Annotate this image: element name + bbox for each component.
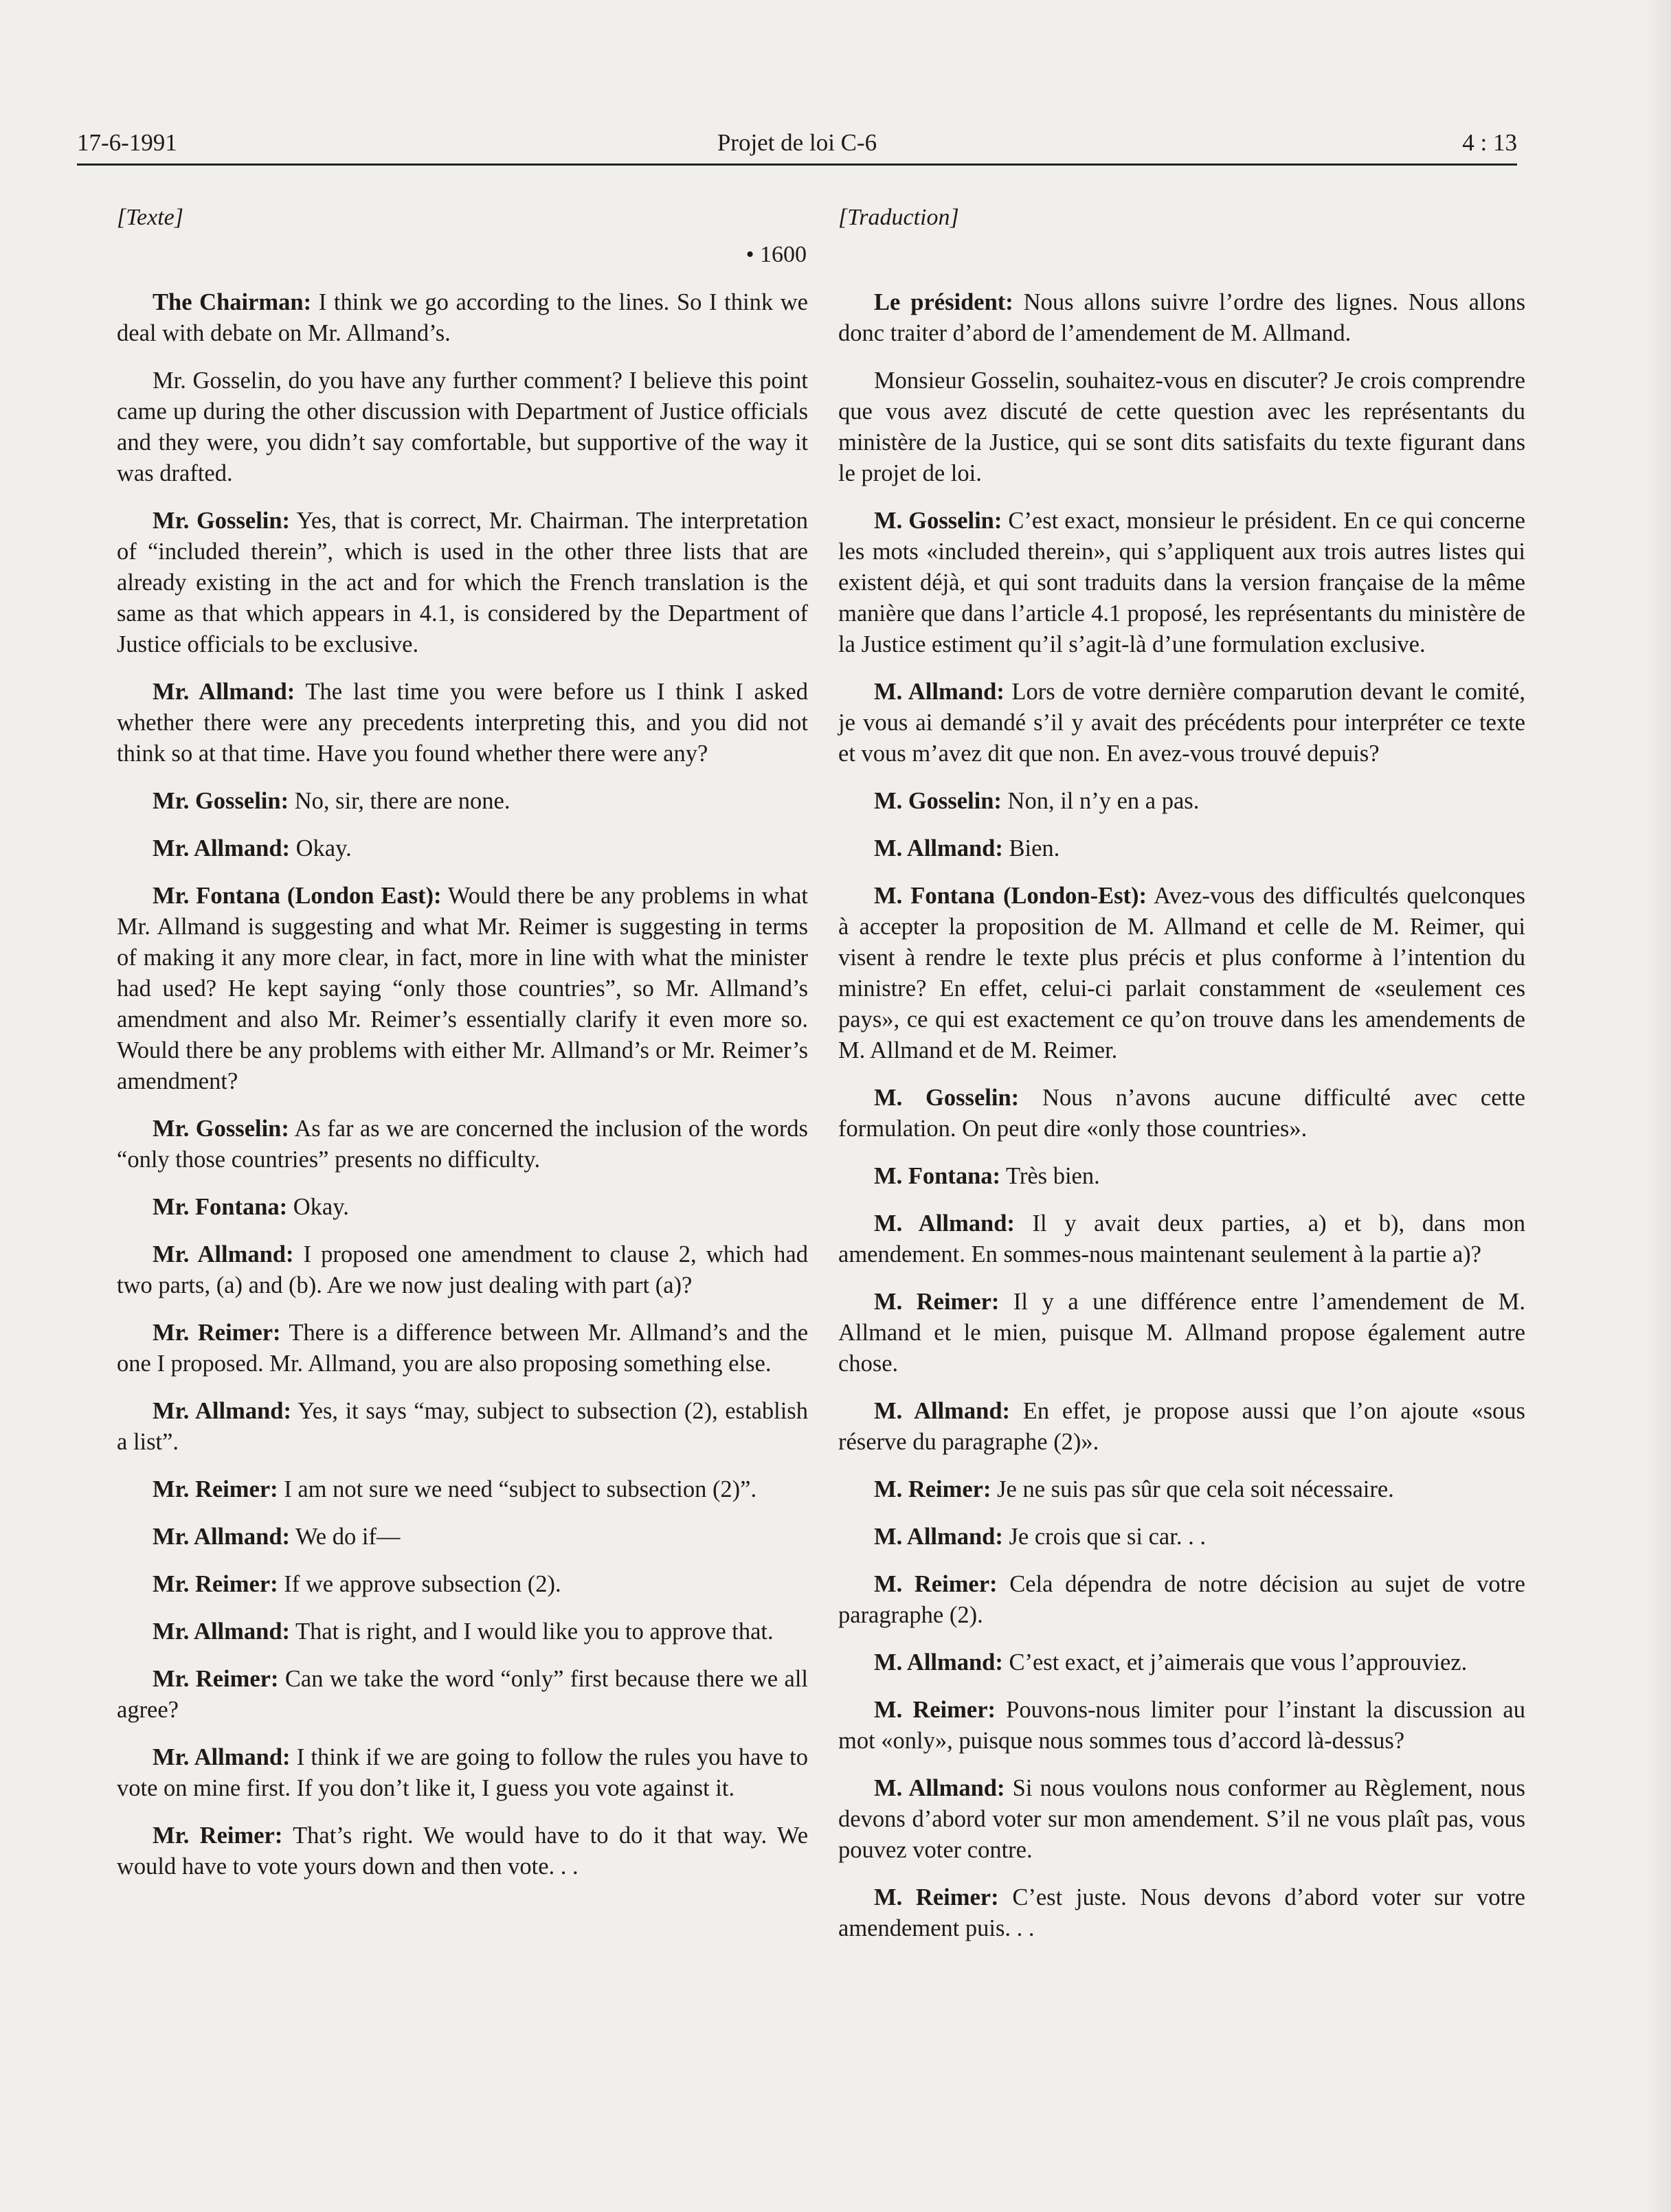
transcript-paragraph: [838, 881, 1525, 1066]
speaker-name: M. Allmand:: [874, 1649, 1003, 1675]
speaker-name: Mr. Allmand:: [153, 1398, 291, 1424]
transcript-paragraph: [838, 1083, 1525, 1144]
english-column: [117, 201, 808, 1899]
speaker-name: Mr. Reimer:: [153, 1476, 278, 1502]
transcript-paragraph: [838, 786, 1525, 817]
speech-text: En effet, je propose aussi que l’on ajoute «sous réserve du paragraphe (2)».: [838, 1398, 1525, 1455]
speaker-name: M. Reimer:: [874, 1571, 998, 1597]
speaker-name: Mr. Allmand:: [153, 835, 290, 861]
speech-text: Can we take the word “only” first because there we all agree?: [117, 1666, 809, 1723]
speech-text: Mr. Gosselin, do you have any further comment? I believe this point came up during the other discussion with Department of Justice officials and they were, you didn’t say comfortable, but supportive of the way it was drafted.: [117, 368, 808, 486]
speaker-name: Mr. Reimer:: [153, 1666, 279, 1692]
speech-text: Avez-vous des difficultés quelconques à accepter la proposition de M. Allmand et celle de M. Reimer, qui visent à rendre le texte plus précis et plus conforme à l’intention du ministre? En effet, celui-ci parlait constamment de «seulement ces pays», ce qui est exactement ce qu’on trouve dans les amendements de M. Allmand et de M. Reimer.: [838, 883, 1525, 1063]
transcript-paragraph: [117, 1742, 808, 1804]
speech-text: Je ne suis pas sûr que cela soit nécessaire.: [991, 1476, 1394, 1502]
speech-text: Monsieur Gosselin, souhaitez-vous en discuter? Je crois comprendre que vous avez discuté de cette question avec les représentants du ministère de la Justice, qui se sont dits satisfaits du texte figurant dans le projet de loi.: [838, 368, 1525, 486]
speech-text: Cela dépendra de notre décision au sujet de votre paragraphe (2).: [838, 1571, 1525, 1628]
time-marker: • 1600: [745, 242, 807, 267]
transcript-paragraph: [117, 287, 808, 349]
speaker-name: Mr. Gosselin:: [153, 508, 291, 534]
transcript-paragraph: [117, 1522, 808, 1553]
transcript-paragraph: [838, 1161, 1525, 1192]
speech-text: We do if—: [290, 1524, 401, 1550]
speech-text: I am not sure we need “subject to subsection (2)”.: [278, 1476, 757, 1502]
transcript-paragraph: [838, 506, 1525, 660]
speaker-name: Mr. Reimer:: [153, 1571, 278, 1597]
speech-text: Il y avait deux parties, a) et b), dans mon amendement. En sommes-nous maintenant seulement à la partie a)?: [838, 1210, 1525, 1267]
header-rule: [77, 163, 1517, 166]
speech-text: C’est exact, et j’aimerais que vous l’approuviez.: [1002, 1649, 1468, 1675]
transcript-paragraph: [838, 365, 1525, 489]
speech-text: Lors de votre dernière comparution devant le comité, je vous ai demandé s’il y avait des précédents pour interpréter ce texte et vous m’avez dit que non. En avez-vous trouvé depuis?: [838, 679, 1525, 767]
speaker-name: M. Allmand:: [874, 1210, 1015, 1237]
speech-text: No, sir, there are none.: [289, 788, 511, 814]
speech-text: I think we go according to the lines. So I think we deal with debate on Mr. Allmand’s.: [117, 289, 808, 346]
transcript-paragraph: [838, 1474, 1525, 1505]
speech-text: Okay.: [290, 835, 352, 861]
speaker-name: M. Allmand:: [874, 679, 1005, 705]
speech-text: Would there be any problems in what Mr. Allmand is suggesting and what Mr. Reimer is suggesting in terms of making it any more clear, in fact, more in line with what the minister had used? He kept saying “only those countries”, so Mr. Allmand’s amendment and also Mr. Reimer’s essentially clarify it even more so. Would there be any problems with either Mr. Allmand’s or Mr. Reimer’s amendment?: [117, 883, 808, 1094]
transcript-paragraph: [117, 365, 808, 489]
transcript-paragraph: [117, 506, 808, 660]
speech-text: Très bien.: [1000, 1163, 1100, 1189]
transcript-paragraph: [117, 1318, 808, 1379]
speaker-name: Mr. Gosselin:: [153, 1116, 289, 1142]
header-title: Projet de loi C-6: [717, 129, 877, 156]
transcript-paragraph: [838, 1695, 1525, 1757]
transcript-paragraph: [838, 1522, 1525, 1553]
speaker-name: Mr. Allmand:: [153, 1618, 290, 1645]
speech-text: I think if we are going to follow the rules you have to vote on mine first. If you don’t like it, I guess you vote against it.: [117, 1744, 808, 1801]
speech-text: As far as we are concerned the inclusion of the words “only those countries” presents no difficulty.: [117, 1116, 808, 1173]
speaker-name: M. Allmand:: [874, 835, 1003, 861]
speech-text: Okay.: [287, 1194, 349, 1220]
speech-text: Pouvons-nous limiter pour l’instant la discussion au mot «only», puisque nous sommes tous d’accord là-dessus?: [838, 1697, 1525, 1754]
speech-text: That is right, and I would like you to approve that.: [290, 1618, 774, 1645]
speaker-name: Mr. Allmand:: [153, 1524, 290, 1550]
speaker-name: M. Reimer:: [874, 1697, 996, 1723]
marker-spacer: [838, 238, 1525, 287]
transcript-paragraph: [838, 1569, 1525, 1631]
speaker-name: M. Fontana:: [874, 1163, 1000, 1189]
transcript-paragraph: [838, 833, 1525, 864]
transcript-paragraph: [117, 833, 808, 864]
page-edge-shadow: [1644, 0, 1671, 2212]
speaker-name: M. Fontana (London-Est):: [874, 883, 1147, 909]
speaker-name: Mr. Allmand:: [153, 679, 295, 705]
speech-text: The last time you were before us I think I asked whether there were any precedents interpreting this, and you did not think so at that time. Have you found whether there were any?: [117, 679, 808, 767]
running-header: [77, 122, 1517, 161]
speech-text: That’s right. We would have to do it that way. We would have to vote yours down and then vote. . .: [117, 1822, 809, 1880]
speech-text: Nous n’avons aucune difficulté avec cette formulation. On peut dire «only those countries».: [838, 1085, 1525, 1142]
speaker-name: M. Allmand:: [874, 1775, 1005, 1801]
transcript-paragraph: [838, 677, 1525, 769]
transcript-paragraph: [838, 1882, 1525, 1944]
transcript-paragraph: [838, 1208, 1525, 1270]
speaker-name: M. Gosselin:: [874, 1085, 1020, 1111]
speaker-name: Mr. Reimer:: [153, 1822, 283, 1849]
transcript-paragraph: [117, 1664, 808, 1726]
transcript-paragraph: [117, 1820, 808, 1882]
french-column-heading: [Traduction]: [838, 205, 959, 230]
speaker-name: Mr. Fontana (London East):: [153, 883, 442, 909]
transcript-paragraph: [117, 1569, 808, 1600]
speaker-name: M. Reimer:: [874, 1289, 1000, 1315]
speaker-name: M. Allmand:: [874, 1524, 1003, 1550]
speech-text: Yes, it says “may, subject to subsection (2), establish a list”.: [117, 1398, 808, 1455]
speech-text: Non, il n’y en a pas.: [1001, 788, 1200, 814]
speaker-name: Mr. Allmand:: [153, 1241, 294, 1267]
transcript-paragraph: [117, 677, 808, 769]
speaker-name: M. Gosselin:: [874, 788, 1002, 814]
transcript-paragraph: [117, 1114, 808, 1175]
speaker-name: The Chairman:: [153, 289, 312, 315]
speaker-name: M. Gosselin:: [874, 508, 1002, 534]
transcript-paragraph: [117, 881, 808, 1097]
speaker-name: M. Reimer:: [874, 1884, 999, 1910]
header-date: 17-6-1991: [77, 129, 177, 156]
header-page-number: 4 : 13: [1462, 129, 1517, 156]
speech-text: I proposed one amendment to clause 2, which had two parts, (a) and (b). Are we now just dealing with part (a)?: [117, 1241, 808, 1298]
speech-text: There is a difference between Mr. Allmand’s and the one I proposed. Mr. Allmand, you are also proposing something else.: [117, 1320, 809, 1377]
english-transcript: [117, 287, 808, 1882]
speaker-name: Mr. Reimer:: [153, 1320, 281, 1346]
transcript-paragraph: [838, 1647, 1525, 1678]
transcript-paragraph: [117, 1616, 808, 1647]
transcript-paragraph: [117, 1192, 808, 1223]
transcript-paragraph: [117, 786, 808, 817]
transcript-paragraph: [117, 1474, 808, 1505]
transcript-paragraph: [838, 1773, 1525, 1866]
speaker-name: Mr. Gosselin:: [153, 788, 289, 814]
french-transcript: [838, 287, 1525, 1944]
english-column-heading: [Texte]: [117, 205, 183, 230]
speech-text: Si nous voulons nous conformer au Règlement, nous devons d’abord voter sur mon amendement. S’il ne vous plaît pas, vous pouvez voter contre.: [838, 1775, 1525, 1863]
french-column: [838, 201, 1525, 1961]
speaker-name: Mr. Fontana:: [153, 1194, 288, 1220]
speech-text: C’est exact, monsieur le président. En ce qui concerne les mots «included therein», qui s’appliquent aux trois autres listes qui existent déjà, et qui sont traduits dans la version française de la même manière que dans l’article 4.1 proposé, les représentants du ministère de la Justice estiment qu’il s’agit-là d’une formulation exclusive.: [838, 508, 1525, 657]
transcript-paragraph: [117, 1396, 808, 1458]
speech-text: Il y a une différence entre l’amendement de M. Allmand et le mien, puisque M. Allmand propose également autre chose.: [838, 1289, 1525, 1377]
speaker-name: Mr. Allmand:: [153, 1744, 291, 1770]
transcript-paragraph: [838, 1396, 1525, 1458]
transcript-paragraph: [838, 287, 1525, 349]
speaker-name: M. Allmand:: [874, 1398, 1011, 1424]
speech-text: Yes, that is correct, Mr. Chairman. The interpretation of “included therein”, which is used in the other three lists that are already existing in the act and for which the French translation is the same as that which appears in 4.1, is considered by the Department of Justice officials to be exclusive.: [117, 508, 808, 657]
speech-text: Nous allons suivre l’ordre des lignes. Nous allons donc traiter d’abord de l’amendement de M. Allmand.: [838, 289, 1525, 346]
speech-text: If we approve subsection (2).: [278, 1571, 561, 1597]
speaker-name: Le président:: [874, 289, 1013, 315]
speech-text: Je crois que si car. . .: [1002, 1524, 1206, 1550]
speech-text: C’est juste. Nous devons d’abord voter sur votre amendement puis. . .: [838, 1884, 1525, 1941]
transcript-paragraph: [838, 1287, 1525, 1379]
speaker-name: M. Reimer:: [874, 1476, 991, 1502]
transcript-paragraph: [117, 1239, 808, 1301]
speech-text: Bien.: [1002, 835, 1060, 861]
